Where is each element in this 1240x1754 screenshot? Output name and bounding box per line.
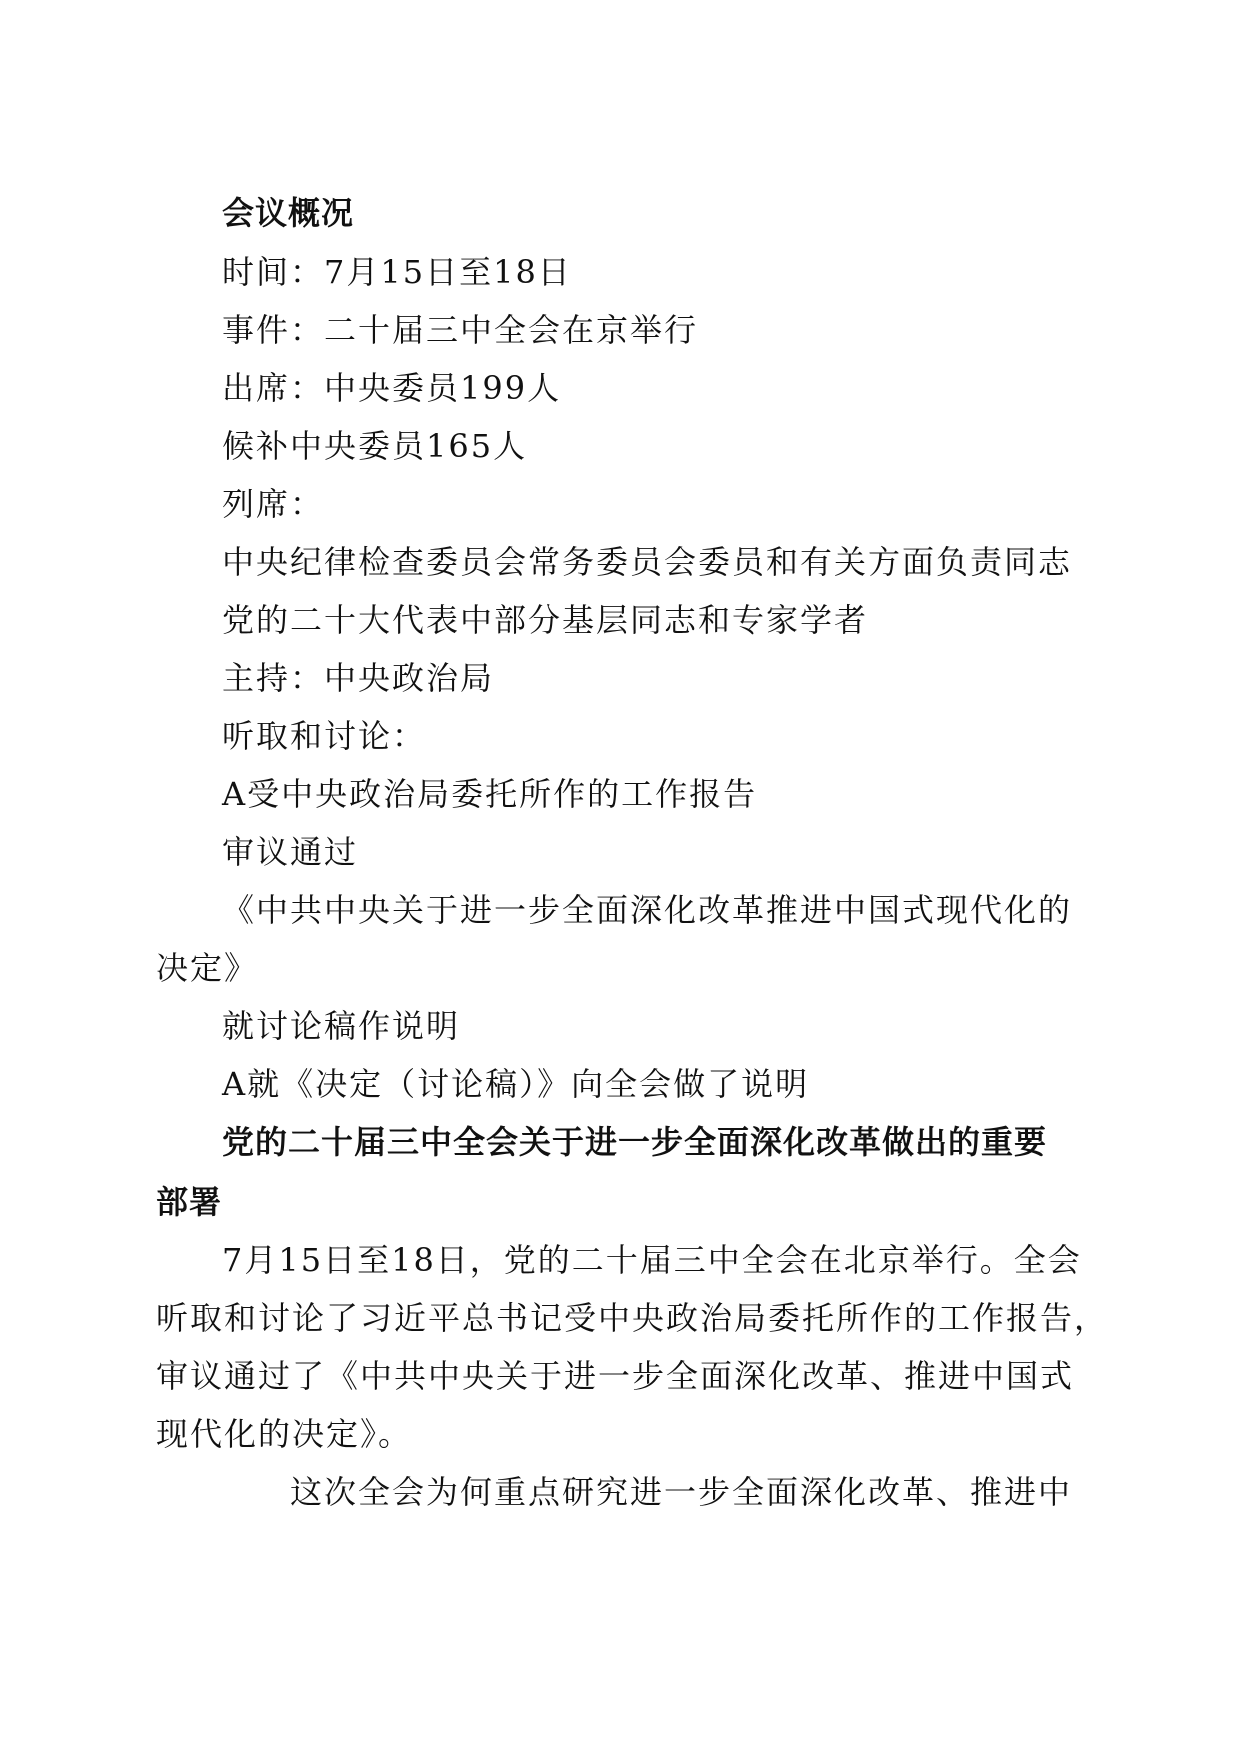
explanation-line: A就《决定（讨论稿）》向全会做了说明 <box>222 1065 810 1103</box>
paragraph-line-1: 7月15日至18日，党的二十届三中全会在北京举行。全会 <box>222 1241 1082 1279</box>
time-line: 时间：7月15日至18日 <box>222 253 572 291</box>
presided-line: 主持：中央政治局 <box>222 659 495 697</box>
decision-title-line-1: 《中共中央关于进一步全面深化改革推进中国式现代化的 <box>222 891 1073 929</box>
section-title-line-2: 部署 <box>156 1183 223 1221</box>
paragraph-line-2: 听取和讨论了习近平总书记受中央政治局委托所作的工作报告， <box>156 1299 1109 1337</box>
section-title-line-1: 党的二十届三中全会关于进一步全面深化改革做出的重要 <box>222 1123 1048 1161</box>
paragraph-line-3: 审议通过了《中共中央关于进一步全面深化改革、推进中国式 <box>156 1357 1075 1395</box>
trailing-line: 这次全会为何重点研究进一步全面深化改革、推进中 <box>290 1473 1073 1511</box>
alternate-members-line: 候补中央委员165人 <box>222 427 528 465</box>
decision-title-line-2: 决定》 <box>156 949 259 987</box>
attendance-line: 出席：中央委员199人 <box>222 369 562 407</box>
explanation-label: 就讨论稿作说明 <box>222 1007 461 1045</box>
paragraph-line-4: 现代化的决定》。 <box>156 1415 413 1453</box>
work-report-line: A受中央政治局委托所作的工作报告 <box>222 775 758 813</box>
hear-discuss-label: 听取和讨论： <box>222 717 427 755</box>
observers-label: 列席： <box>222 485 325 523</box>
observers-line-2: 党的二十大代表中部分基层同志和专家学者 <box>222 601 869 639</box>
adopted-label: 审议通过 <box>222 833 359 871</box>
meeting-overview-heading: 会议概况 <box>222 194 355 232</box>
observers-line-1: 中央纪律检查委员会常务委员会委员和有关方面负责同志 <box>222 543 1073 581</box>
event-line: 事件：二十届三中全会在京举行 <box>222 311 699 349</box>
